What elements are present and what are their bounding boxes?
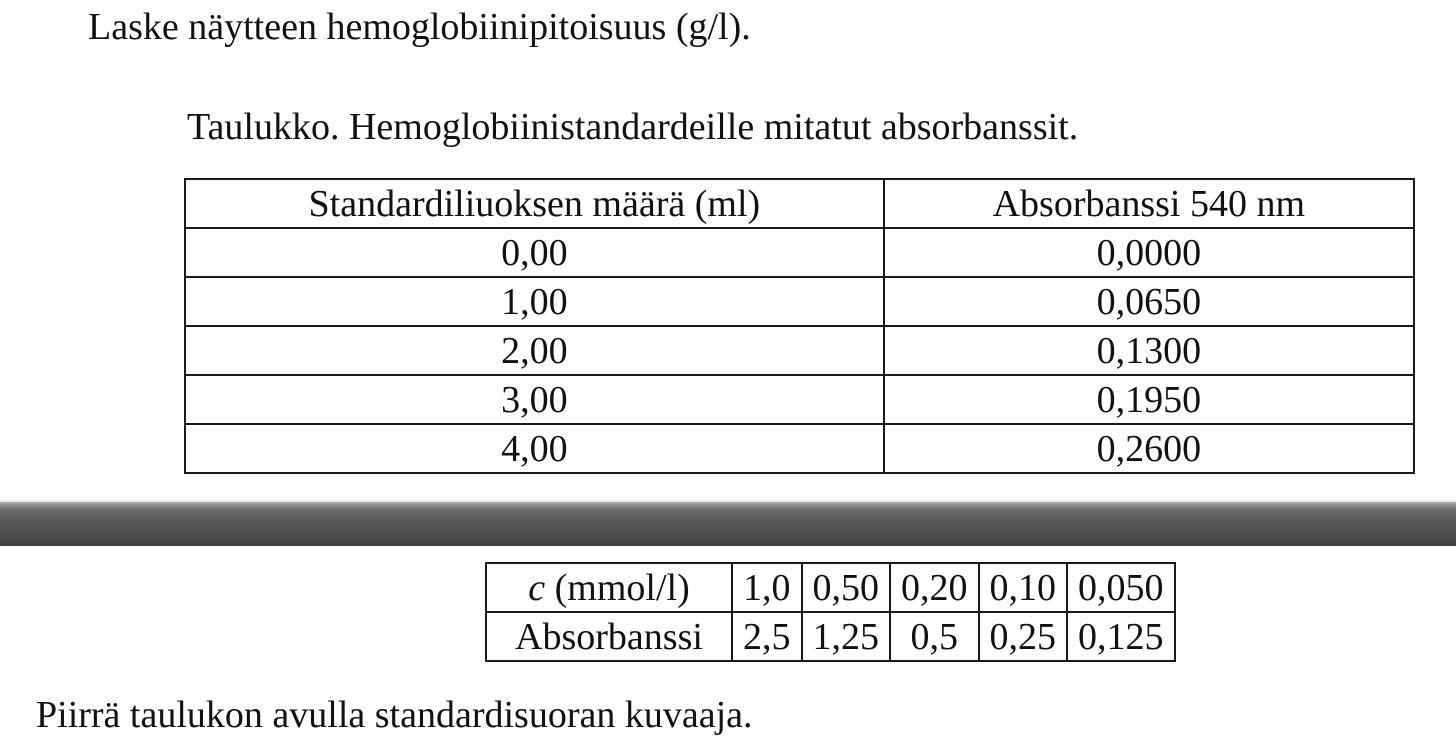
table-row-concentration	[486, 563, 1175, 612]
cell-absorbance: 2,5	[732, 612, 802, 661]
table-row	[185, 277, 1414, 326]
cell-absorbance: 0,125	[1067, 612, 1175, 661]
cell-volume: 0,00	[185, 228, 884, 277]
table-header-row	[185, 179, 1414, 228]
standards-table	[184, 178, 1415, 474]
cell-absorbance: 0,2600	[884, 424, 1414, 473]
cell-volume: 3,00	[185, 375, 884, 424]
table-caption: Taulukko. Hemoglobiinistandardeille mitatut absorbanssit.	[187, 106, 1079, 148]
cell-volume: 1,00	[185, 277, 884, 326]
question-text: Laske näytteen hemoglobiinipitoisuus (g/l).	[88, 6, 751, 48]
cell-absorbance: 0,0650	[884, 277, 1414, 326]
cell-volume: 4,00	[185, 424, 884, 473]
cell-volume: 2,00	[185, 326, 884, 375]
cell-concentration: 0,10	[979, 563, 1068, 612]
pane-splitter[interactable]	[0, 500, 1456, 546]
row-header-concentration	[486, 563, 732, 612]
table-row	[185, 375, 1414, 424]
cell-concentration: 0,50	[802, 563, 891, 612]
cell-absorbance: 0,25	[979, 612, 1068, 661]
cell-absorbance: 0,5	[890, 612, 979, 661]
row-header-absorbance: Absorbanssi	[486, 612, 732, 661]
cell-absorbance: 0,1300	[884, 326, 1414, 375]
cell-concentration: 0,20	[890, 563, 979, 612]
cell-absorbance: 0,0000	[884, 228, 1414, 277]
table-row	[185, 228, 1414, 277]
cell-absorbance: 1,25	[802, 612, 891, 661]
concentration-table	[485, 562, 1176, 662]
concentration-unit: (mmol/l)	[545, 566, 690, 609]
table-row	[185, 326, 1414, 375]
instruction-text: Piirrä taulukon avulla standardisuoran kuvaaja.	[36, 694, 753, 736]
column-header-volume: Standardiliuoksen määrä (ml)	[185, 179, 884, 228]
table-row-absorbance	[486, 612, 1175, 661]
concentration-symbol: c	[528, 566, 546, 609]
table-row	[185, 424, 1414, 473]
cell-concentration: 1,0	[732, 563, 802, 612]
cell-concentration: 0,050	[1067, 563, 1175, 612]
column-header-absorbance: Absorbanssi 540 nm	[884, 179, 1414, 228]
cell-absorbance: 0,1950	[884, 375, 1414, 424]
splitter-highlight	[0, 500, 1456, 502]
